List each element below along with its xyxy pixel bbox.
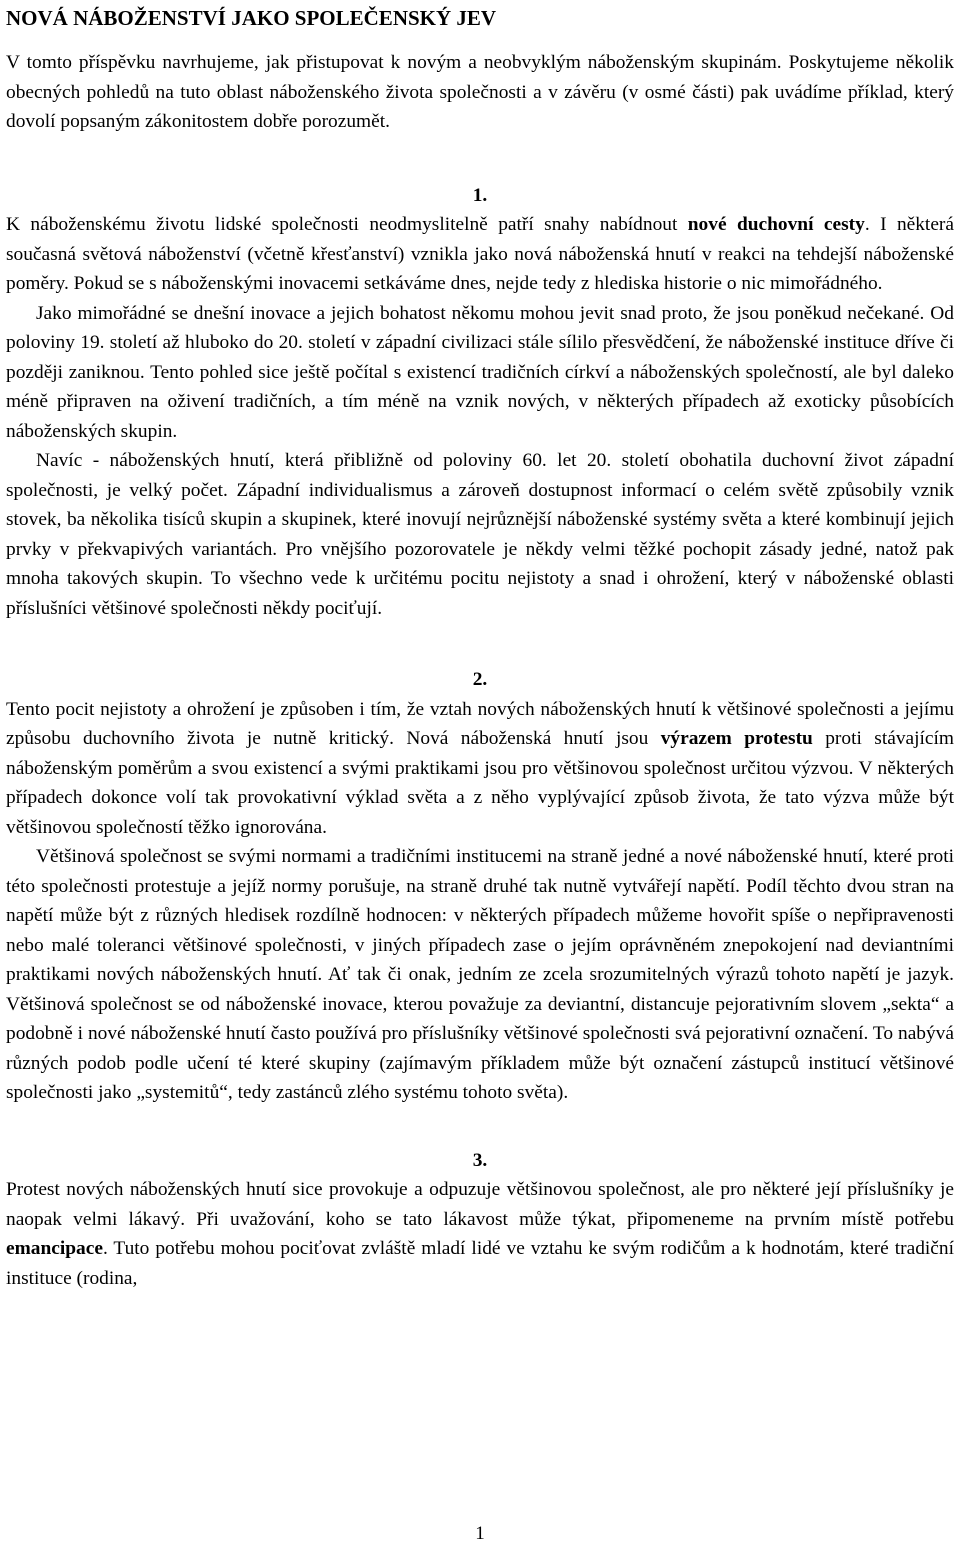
text-run: proti stávajícím náboženským poměrům a svou existencí a svými praktikami jsou pro většinovou společnost určitou výzvou. V některých případech dokonce volí tak provokativní výklad světa a z něho vyplývající způsob života, že tato výzva může být většinovou společností těžko ignorována. — [6, 728, 954, 838]
section-2-paragraph-1 — [6, 695, 954, 843]
text-run: Tento pocit nejistoty a ohrožení je způsoben i tím, že vztah nových náboženských hnutí k většinové společnosti a jejímu způsobu duchovního života je nutně kritický. Nová náboženská hnutí jsou — [6, 698, 954, 749]
document-title: NOVÁ NÁBOŽENSTVÍ JAKO SPOLEČENSKÝ JEV — [6, 6, 497, 30]
section-1-paragraph-3: Navíc - náboženských hnutí, která přibližně od poloviny 60. let 20. století obohatila duchovní život západní společnosti, je velký počet. Západní individualismus a zároveň dostupnost informací o celém světě způsobily vznik stovek, ba několika tisíců skupin a skupinek, které inovují nejrůznější náboženské systémy světa a které kombinují jejich prvky v překvapivých variantách. Pro vnějšího pozorovatele je někdy velmi těžké pochopit zásady jedné, natož pak mnoha takových skupin. To všechno vede k určitému pocitu nejistoty a snad i ohrožení, který v náboženské oblasti příslušníci většinové společnosti někdy pociťují. — [6, 450, 954, 619]
section-3-paragraph-1 — [6, 1175, 954, 1293]
intro-paragraph: V tomto příspěvku navrhujeme, jak přistupovat k novým a neobvyklým náboženským skupinám. Poskytujeme několik obecných pohledů na tuto oblast náboženského života společnosti a v závěru (v osmé části) pak uvádíme příklad, který dovolí popsaným zákonitostem dobře porozumět. — [6, 52, 954, 132]
text-run: Protest nových náboženských hnutí sice provokuje a odpuzuje většinovou společnost, ale pro některé její příslušníky je naopak velmi lákavý. Při uvažování, koho se tato lákavost může týkat, připomeneme na prvním místě potřebu — [6, 1179, 954, 1230]
text-run: . Tuto potřebu mohou pociťovat zvláště mladí lidé ve vztahu ke svým rodičům a k hodnotám, které tradiční instituce (rodina, — [6, 1238, 954, 1289]
section-1-number: 1. — [472, 184, 488, 206]
page-number: 1 — [475, 1523, 485, 1544]
section-2-paragraph-2: Většinová společnost se svými normami a tradičními institucemi na straně jedné a nové náboženské hnutí, které proti této společnosti protestuje a jejíž normy porušuje, na straně druhé tak nutně vytvářejí napětí. Podíl těchto dvou stran na napětí může být z různých hledisek rozdílně hodnocen: v některých případech můžeme hovořit spíše o nepřipravenosti nebo malé toleranci většinové společnosti, v jiných případech zase o jejím oprávněném znepokojení nad deviantními praktikami nových náboženských hnutí. Ať tak či onak, jedním ze zcela srozumitelných výrazů tohoto napětí je jazyk. Většinová společnost se od náboženské inovace, kterou považuje za deviantní, distancuje pejorativním slovem „sekta“ a podobně i nové náboženské hnutí často používá pro příslušníky většinové společnosti svá pejorativní označení. To nabývá různých podob podle učení té které skupiny (zajímavým příkladem může být označení zástupců institucí většinové společnosti jako „systemitů“, tedy zastánců zlého systému tohoto světa). — [6, 846, 954, 1103]
text-run: K náboženskému životu lidské společnosti neodmyslitelně patří snahy nabídnout — [6, 214, 688, 235]
section-3-number: 3. — [472, 1149, 488, 1171]
bold-term: emancipace — [6, 1238, 103, 1259]
document-page — [6, 0, 954, 1293]
bold-term: výrazem protestu — [660, 728, 813, 749]
section-1-paragraph-2: Jako mimořádné se dnešní inovace a jejich bohatost někomu mohou jevit snad proto, že jsou poněkud nečekané. Od poloviny 19. století až hluboko do 20. století v západní civilizaci stále sílilo přesvědčení, že náboženské instituce dříve či později zaniknou. Tento pohled sice ještě počítal s existencí tradičních církví a náboženských společností, ale byl daleko méně připraven na oživení tradičních, a tím méně na vznik nových, v některých případech až exoticky působících náboženských skupin. — [6, 302, 954, 442]
bold-term: nové duchovní cesty — [687, 214, 865, 235]
section-1-paragraph-1 — [6, 210, 954, 299]
text-run: . I některá současná světová náboženství (včetně křesťanství) vznikla jako nová náboženská hnutí v reakci na tehdejší náboženské poměry. Pokud se s náboženskými inovacemi setkáváme dnes, nejde tedy z hlediska historie o nic mimořádného. — [6, 214, 954, 294]
section-2-number: 2. — [472, 669, 488, 690]
